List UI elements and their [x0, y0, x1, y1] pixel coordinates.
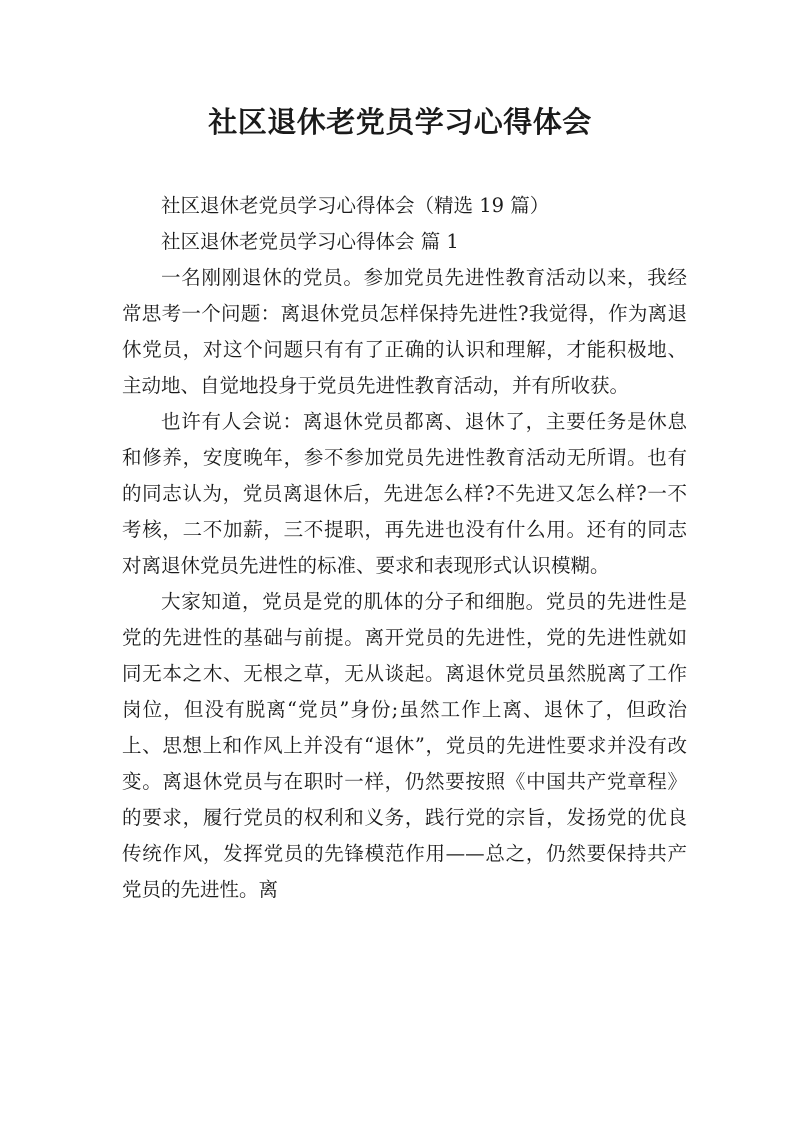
- document-body: [122, 188, 687, 908]
- document-title: 社区退休老党员学习心得体会: [208, 105, 592, 139]
- paragraph-3: 大家知道，党员是党的肌体的分子和细胞。党员的先进性是党的先进性的基础与前提。离开党员的先进性，党的先进性就如同无本之木、无根之草，无从谈起。离退休党员虽然脱离了工作岗位，但没有脱离“党员”身份;虽然工作上离、退休了，但政治上、思想上和作风上并没有“退休”，党员的先进性要求并没有改变。离退休党员与在职时一样，仍然要按照《中国共产党章程》的要求，履行党员的权利和义务，践行党的宗旨，发扬党的优良传统作风，发挥党员的先锋模范作用——总之，仍然要保持共产党员的先进性。离: [122, 590, 687, 901]
- paragraph-2: 也许有人会说：离退休党员都离、退休了，主要任务是休息和修养，安度晚年，参不参加党员先进性教育活动无所谓。也有的同志认为，党员离退休后，先进怎么样?不先进又怎么样?一不考核，二不加薪，三不提职，再先进也没有什么用。还有的同志对离退休党员先进性的标准、要求和表现形式认识模糊。: [122, 410, 687, 577]
- paragraph-1: 一名刚刚退休的党员。参加党员先进性教育活动以来，我经常思考一个问题：离退休党员怎样保持先进性?我觉得，作为离退休党员，对这个问题只有有了正确的认识和理解，才能积极地、主动地、自觉地投身于党员先进性教育活动，并有所收获。: [122, 266, 687, 397]
- document-subtitle: 社区退休老党员学习心得体会（精选 19 篇）: [161, 194, 550, 217]
- section-heading: 社区退休老党员学习心得体会 篇 1: [161, 230, 459, 253]
